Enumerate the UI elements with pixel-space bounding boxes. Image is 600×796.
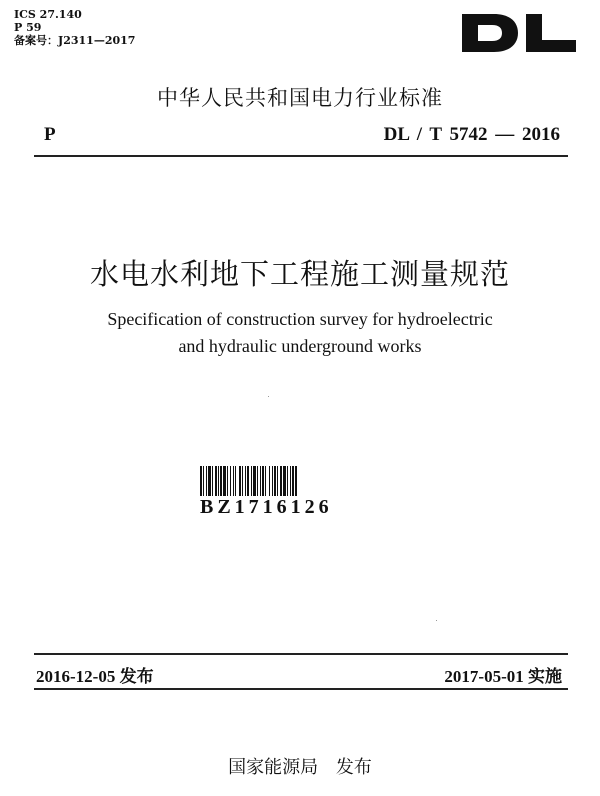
barcode-bar: [290, 466, 291, 496]
document-title-english-line2: and hydraulic underground works: [178, 336, 422, 356]
barcode-bar: [235, 466, 236, 496]
barcode-bar: [295, 466, 297, 496]
filing-number: 备案号：J2311—2017: [14, 34, 136, 47]
barcode-bar: [208, 466, 211, 496]
barcode-bar: [206, 466, 207, 496]
issue-date: 2016-12-05 发布: [36, 667, 154, 686]
barcode-bar: [257, 466, 258, 496]
barcode-bar: [292, 466, 294, 496]
scan-speck: [436, 620, 437, 621]
barcode: [200, 466, 356, 496]
barcode-bar: [227, 466, 228, 496]
standard-number: DL / T 5742 — 2016: [383, 124, 560, 145]
ics-code: ICS 27.140: [14, 8, 82, 21]
barcode-number: BZ1716126: [200, 496, 333, 518]
barcode-bar: [262, 466, 264, 496]
barcode-bar: [287, 466, 288, 496]
national-standard-title: 中华人民共和国电力行业标准: [157, 86, 443, 110]
barcode-bar: [212, 466, 213, 496]
classification-code: P: [44, 124, 56, 145]
barcode-bar: [245, 466, 246, 496]
barcode-bar: [247, 466, 249, 496]
barcode-bar: [239, 466, 241, 496]
barcode-bar: [277, 466, 278, 496]
barcode-bar: [215, 466, 217, 496]
publisher: 国家能源局 发布: [228, 757, 372, 778]
barcode-bar: [272, 466, 273, 496]
dl-logo: [460, 12, 578, 54]
barcode-bar: [223, 466, 226, 496]
barcode-bar: [218, 466, 219, 496]
barcode-bar: [280, 466, 282, 496]
barcode-bar: [220, 466, 222, 496]
barcode-bar: [230, 466, 231, 496]
barcode-bar: [242, 466, 243, 496]
ccs-code: P 59: [14, 21, 42, 34]
barcode-bar: [253, 466, 256, 496]
barcode-bar: [269, 466, 270, 496]
scan-speck: [268, 396, 269, 397]
document-title-english-line1: Specification of construction survey for hydroelectric: [107, 309, 493, 329]
barcode-bar: [200, 466, 202, 496]
dates-top-divider: [34, 653, 568, 655]
document-title-chinese: 水电水利地下工程施工测量规范: [89, 257, 510, 291]
barcode-bar: [203, 466, 204, 496]
barcode-bar: [260, 466, 261, 496]
barcode-bar: [233, 466, 234, 496]
top-divider: [34, 155, 568, 157]
dates-bottom-divider: [34, 688, 568, 690]
barcode-bar: [265, 466, 266, 496]
barcode-bar: [251, 466, 252, 496]
barcode-bar: [274, 466, 276, 496]
barcode-bar: [283, 466, 286, 496]
implementation-date: 2017-05-01 实施: [444, 667, 562, 686]
